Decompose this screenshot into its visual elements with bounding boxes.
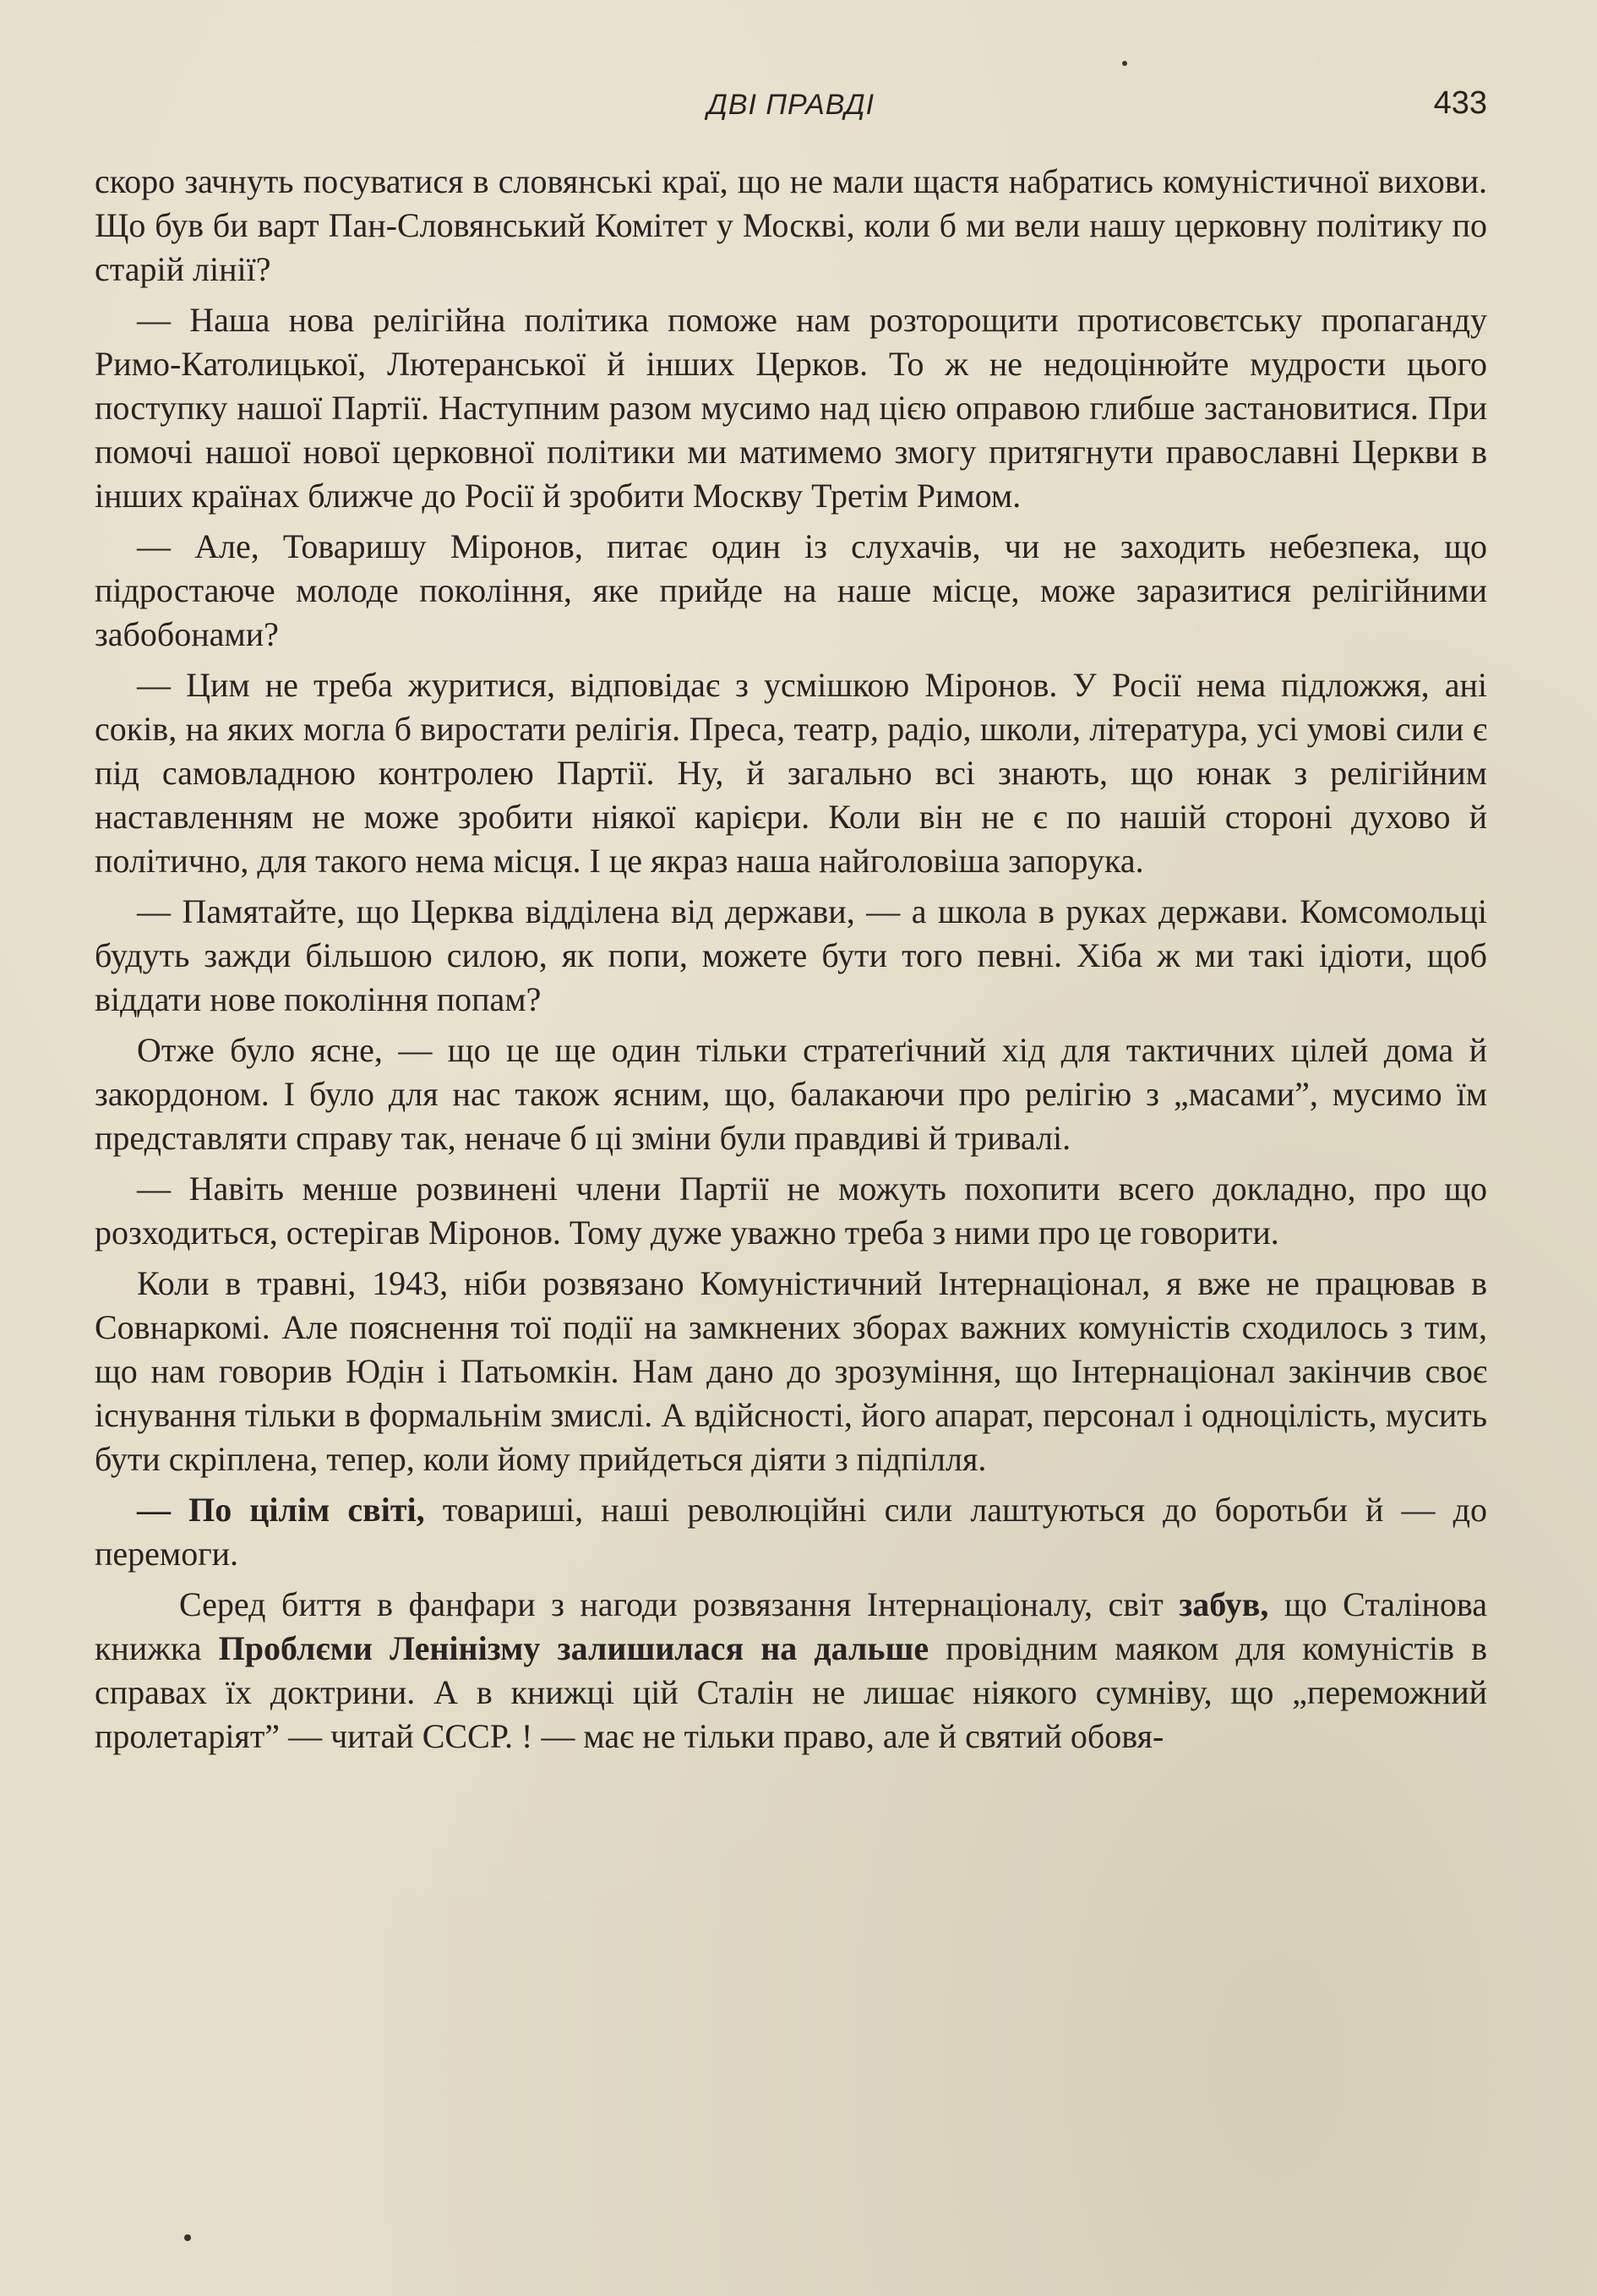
paragraph-text: Серед биття в фанфари з нагоди розвязання Інтернаціоналу, світ	[179, 1585, 1180, 1623]
paragraph-9	[95, 1488, 1487, 1576]
paragraph-text: питає один із слухачів, чи не заходить небезпека, що підростаюче молоде покоління, яке прийде на наше місце, може заразитися релігійними забобонами?	[95, 527, 1487, 653]
running-head	[95, 80, 1487, 139]
paragraph-text: Отже було ясне, — що це ще один тільки стратеґічний хід для тактичних цілей дома й закордоном. І було для нас також ясним, що, балакаючи про релігію з „масами”, мусимо їм представляти справу так, неначе б ці зміни були правдиві й тривалі.	[95, 1031, 1487, 1157]
paragraph-5	[95, 890, 1487, 1022]
paragraph-2	[95, 298, 1487, 518]
paragraph-3	[95, 525, 1487, 657]
paragraph-text: скоро зачнуть посуватися в словянські краї, що не мали щастя набратись комуністичної вихови. Що був би варт Пан-Словянський Комітет у Москві, коли б ми вели нашу церковну політику по старій лінії?	[95, 162, 1487, 288]
book-title-emphasis: Проблєми Ленінізму залишилася на дальше	[218, 1629, 929, 1667]
paragraph-text: провідним маяком для комуністів в справах їх доктрини. А в книжці цій Сталін не лишає ніякого сумніву, що „переможний пролетаріят” — читай СССР. ! — має не тільки право, але й святий обовя-	[95, 1629, 1487, 1755]
body-text	[95, 160, 1487, 1759]
running-title: ДВІ ПРАВДІ	[706, 89, 875, 121]
paper-speck	[1122, 61, 1127, 66]
paragraph-10	[95, 1583, 1487, 1759]
book-page	[95, 80, 1487, 2244]
paper-speck	[184, 2234, 191, 2241]
paragraph-text: — Памятайте, що Церква відділена від держави, — а школа в руках держави. Комсомольці будуть зажди більшою силою, як попи, можете бути того певні. Хіба ж ми такі ідіоти, щоб віддати нове покоління попам?	[95, 892, 1487, 1018]
paragraph-text: відповідає з усмішкою Міронов. У Росії нема підложжя, ані соків, на яких могла б виростати релігія. Преса, театр, радіо, школи, література, усі умові сили є під самовладною контролею Партії. Ну, й загально всі знають, що юнак з релігійним наставленням не може зробити ніякої карієри. Коли він не є по нашій стороні духово й політично, для такого нема місця. І це якраз наша найголовіша запорука.	[95, 666, 1487, 880]
paragraph-1	[95, 160, 1487, 292]
paragraph-text: — Навіть менше розвинені члени Партії не можуть похопити всего докладно, про що розходиться, остерігав Міронов. Тому дуже уважно треба з ними про це говорити.	[95, 1170, 1487, 1252]
paragraph-6	[95, 1028, 1487, 1160]
paragraph-lead: — Цим не треба журитися,	[137, 666, 555, 704]
paragraph-text: товариші, наші революційні сили лаштуються до боротьби й — до перемоги.	[95, 1491, 1487, 1573]
paragraph-text: що Сталінова книжка	[95, 1585, 1488, 1667]
paragraph-lead: — Але, Товаришу Міронов,	[137, 527, 583, 565]
emphasis-text: забув,	[1179, 1585, 1269, 1623]
paragraph-text: — Наша нова релігійна політика поможе нам розторощити протисовєтську пропаганду Римо-Католицької, Лютеранської й інших Церков. То ж не недоцінюйте мудрости цього поступку нашої Партії. Наступним разом мусимо над цією оправою глибше застановитися. При помочі нашої нової церковної політики ми матимемо змогу притягнути православні Церкви в інших країнах ближче до Росії й зробити Москву Третім Римом.	[95, 301, 1487, 515]
paragraph-4	[95, 663, 1487, 883]
paragraph-8	[95, 1262, 1487, 1481]
paragraph-7	[95, 1167, 1487, 1255]
paragraph-lead-bold: — По цілім світі,	[137, 1491, 425, 1529]
paragraph-text: Коли в травні, 1943, ніби розвязано Комуністичний Інтернаціонал, я вже не працював в Совнаркомі. Але пояснення тої події на замкнених зборах важних комуністів сходилось з тим, що нам говорив Юдін і Патьомкін. Нам дано до зрозуміння, що Інтернаціонал закінчив своє існування тільки в формальнім змислі. А вдійсності, його апарат, персонал і одноцілість, мусить бути скріплена, тепер, коли йому прийдеться діяти з підпілля.	[95, 1264, 1487, 1478]
page-number: 433	[1433, 85, 1487, 121]
